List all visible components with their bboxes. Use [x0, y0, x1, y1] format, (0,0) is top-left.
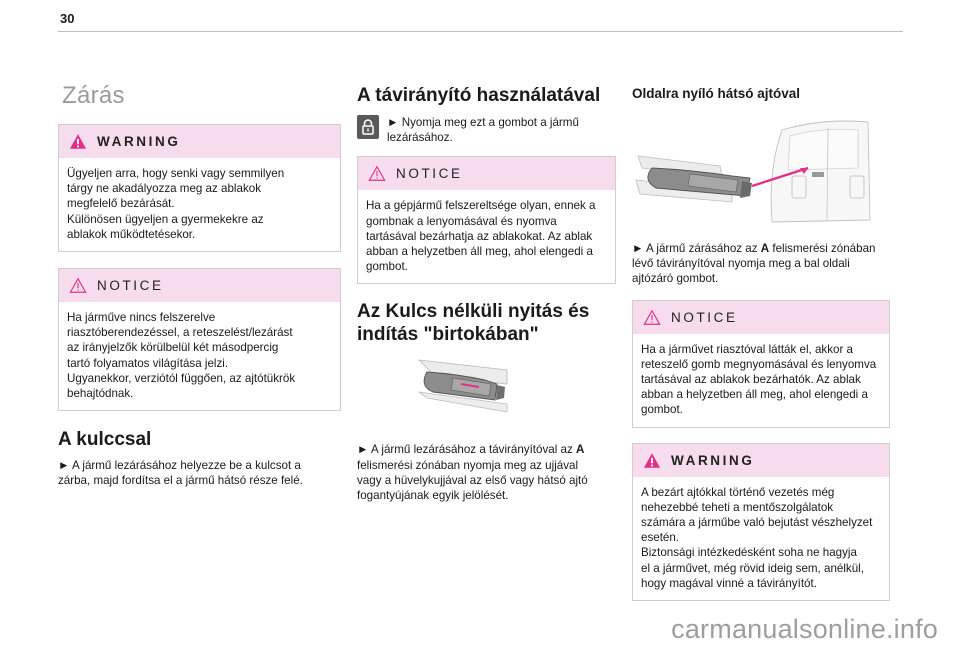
text-line: ablakok működtetésekor. [67, 227, 196, 241]
text-line: zárba, majd fordítsa el a jármű hátsó része felé. [58, 474, 303, 488]
text-line: abban a helyzetben áll meg, ahol elengedi a [366, 245, 593, 259]
text-line: fogantyújának egyik jelölését. [357, 489, 509, 503]
column-2 [357, 82, 616, 503]
text-line: számára a járműbe való bejutást vészhelyzet [641, 516, 873, 530]
column-1 [58, 82, 341, 489]
text-span: ► A jármű lezárásához a távirányítóval az [357, 443, 576, 457]
text-line: riasztóberendezéssel, a reteszelést/lezárást [67, 326, 293, 340]
warning-box [58, 124, 341, 252]
warning-triangle-icon [69, 133, 87, 150]
notice-box [632, 300, 890, 428]
heading-key: A kulccsal [58, 429, 152, 451]
text-line: felismerési zónában nyomja meg az ujjával [357, 458, 579, 472]
text-line: megfelelő bezárását. [67, 197, 175, 211]
text-line: el a járművet, még rövid ideig sem, anélkül, [641, 561, 864, 575]
text-line: Biztonsági intézkedésként soha ne hagyja [641, 546, 857, 560]
notice-triangle-icon [69, 277, 87, 294]
notice-box [58, 268, 341, 411]
notice-header [633, 301, 889, 334]
text-line: reteszelő gomb megnyomásával és lenyomva [641, 357, 877, 371]
text-line: Ügyeljen arra, hogy senki vagy semmilyen [67, 167, 285, 180]
warning-box [632, 443, 890, 601]
text-line: gombot. [641, 403, 683, 417]
text-span: ► A jármű zárásához az [632, 242, 761, 255]
notice-text [633, 334, 889, 427]
text-line: gombot. [366, 260, 408, 274]
text-line [357, 442, 616, 457]
text-line: nehezebbé teheti a mentőszolgálatok [641, 500, 834, 514]
warning-text [633, 477, 889, 600]
warning-header [59, 125, 340, 158]
notice-label: NOTICE [671, 309, 738, 325]
heading-line: Az Kulcs nélküli nyitás és [357, 301, 590, 323]
text-line: Ha járműve nincs felszerelve [67, 311, 216, 325]
door-handle-illustration [357, 354, 616, 430]
text-line: tárgy ne akadályozza meg az ablakok [67, 182, 261, 196]
warning-label: WARNING [97, 134, 181, 149]
heading-remote: A távirányító használatával [357, 85, 601, 106]
notice-label: NOTICE [396, 166, 463, 182]
notice-label: NOTICE [97, 278, 164, 294]
text-line: vagy a hüvelykujjával az első vagy hátsó ajtó [357, 473, 588, 487]
text-line: Ha a gépjármű felszereltsége olyan, ennek a [366, 199, 596, 213]
text-line: ► Nyomja meg ezt a gombot a jármű [387, 116, 579, 129]
text-line: Ha a járművet riasztóval látták el, akkor a [641, 342, 853, 356]
keyless-instructions [357, 442, 616, 503]
lock-instruction [357, 115, 616, 145]
notice-box [357, 156, 616, 284]
notice-triangle-icon [368, 165, 386, 182]
page-number: 30 [60, 11, 75, 26]
text-line: lezárásához. [387, 131, 453, 145]
section-title: Zárás [62, 82, 125, 109]
text-line: tartó folyamatos világítása jelzi. [67, 356, 229, 370]
text-line: behajtódnak. [67, 387, 134, 401]
text-line: abban a helyzetben áll meg, ahol elengedi a [641, 388, 868, 402]
warning-header [633, 444, 889, 477]
warning-text [59, 158, 340, 251]
text-line: Ugyanekkor, verziótól függően, az ajtótükrök [67, 371, 296, 385]
text-span: felismerési zónában [769, 242, 876, 255]
text-line: ► A jármű lezárásához helyezze be a kulcsot a [58, 459, 301, 473]
watermark: carmanualsonline.info [671, 614, 938, 644]
lock-button-icon [357, 115, 379, 139]
rear-door-illustration [632, 110, 890, 228]
notice-text [358, 190, 615, 283]
text-line: lévő távirányítóval nyomja meg a bal oldali [632, 257, 850, 271]
notice-header [59, 269, 340, 302]
notice-header [358, 157, 615, 190]
warning-triangle-icon [643, 452, 661, 469]
column-3 [632, 82, 890, 601]
key-instructions [58, 458, 341, 488]
text-line: tartásával bezárhatja az ablakokat. Az ablak [366, 229, 593, 243]
text-line: A bezárt ajtókkal történő vezetés még [641, 485, 835, 499]
text-line: az irányjelzők körülbelül két másodpercig [67, 341, 279, 355]
heading-line: indítás "birtokában" [357, 324, 539, 346]
text-line: ajtózáró gombot. [632, 272, 719, 286]
zone-label: A [575, 443, 585, 457]
top-rule [58, 31, 903, 32]
text-line: gombnak a lenyomásával és nyomva [366, 214, 557, 228]
notice-text [59, 302, 340, 410]
text-line [632, 241, 890, 256]
text-line: esetén. [641, 531, 680, 545]
heading-keyless [357, 300, 616, 346]
warning-label: WARNING [671, 452, 755, 468]
text-line: tartásával az ablakok bezárhatók. Az ablak [641, 373, 861, 387]
text-line: hogy magával vinné a távirányítót. [641, 576, 817, 590]
notice-triangle-icon [643, 309, 661, 326]
zone-label: A [760, 242, 770, 255]
text-line: Különösen ügyeljen a gyermekekre az [67, 212, 264, 226]
side-door-instructions [632, 241, 890, 287]
heading-side-door: Oldalra nyíló hátsó ajtóval [632, 86, 801, 101]
